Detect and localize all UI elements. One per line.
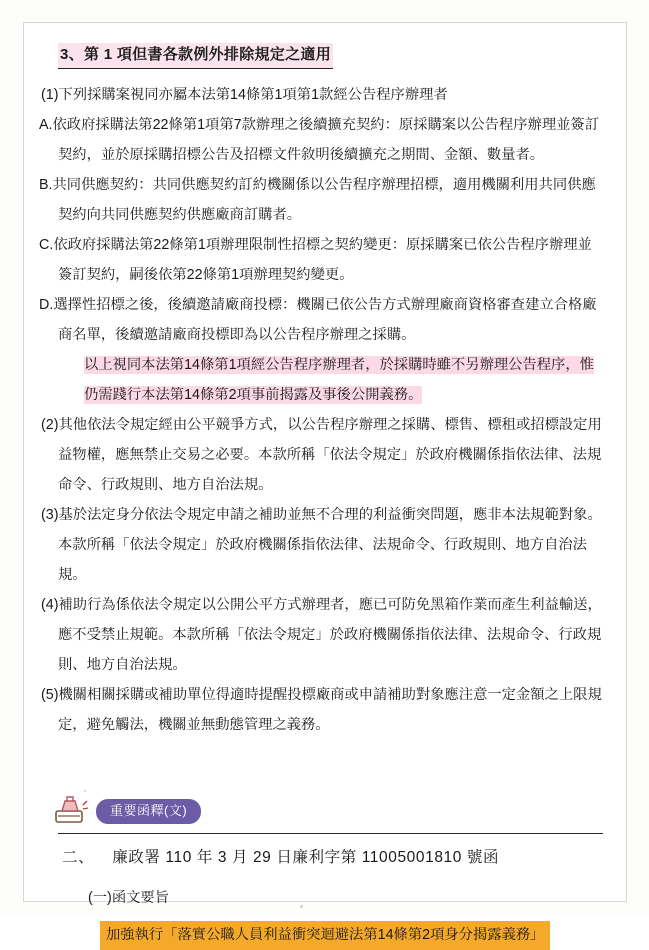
list-item-4-label: (4) (41, 597, 59, 613)
reference-title-text: 廉政署 110 年 3 月 29 日廉利字第 11005001810 號函 (112, 849, 500, 866)
list-item-2-text: 其他依法令規定經由公平競爭方式，以公告程序辦理之採購、標售、標租或招標設定用益物權，應無禁止交易之必要。本款所稱「依法令規定」於政府機關係指依法律、法規命令、行政規則、地方自治法規。 (58, 417, 602, 493)
list-item-3-text: 基於法定身分依法令規定申請之補助並無不合理的利益衝突問題，應非本法規範對象。本款所稱「依法令規定」於政府機關係指依法律、法規命令、行政規則、地方自治法規。 (58, 507, 602, 583)
list-item-c (39, 230, 603, 290)
list-item-1 (41, 80, 603, 110)
list-item-4 (41, 590, 603, 680)
banner-divider (58, 833, 603, 834)
reference-subheading: (一)函文要旨 (88, 890, 170, 906)
list-item-b (39, 170, 603, 230)
list-item-a-text: 依政府採購法第22條第1項第7款辦理之後續擴充契約：原採購案以公告程序辦理並簽訂契約，並於原採購招標公告及招標文件敘明後續擴充之期間、金額、數量者。 (52, 117, 600, 163)
list-item-c-label: C. (39, 237, 54, 253)
list-item-4-text: 補助行為係依法令規定以公開公平方式辦理者，應已可防免黑箱作業而產生利益輸送，應不受禁止規範。本款所稱「依法令規定」於政府機關係指依法律、法規命令、行政規則、地方自治法規。 (58, 597, 602, 673)
list-item-c-text: 依政府採購法第22條第1項辦理限制性招標之契約變更：原採購案已依公告程序辦理並簽訂契約，嗣後依第22條第1項辦理契約變更。 (53, 237, 592, 283)
list-item-d-label: D. (39, 297, 54, 313)
reference-title (62, 843, 603, 873)
list-item-2-label: (2) (41, 417, 59, 433)
list-item-3-label: (3) (41, 507, 59, 523)
scan-speck (300, 905, 303, 908)
list-item-d-text: 選擇性招標之後，後續邀請廠商投標：機關已依公告方式辦理廠商資格審查建立合格廠商名單，後續邀請廠商投標即為以公告程序辦理之採購。 (53, 297, 597, 343)
list-item-3 (41, 500, 603, 590)
list-item-a-label: A. (39, 117, 53, 133)
important-interpretation-banner (54, 796, 603, 830)
list-item-5 (41, 680, 603, 740)
highlighted-text-wrap (58, 913, 603, 950)
highlighted-note-pink (84, 350, 603, 410)
list-item-1-label: (1) (41, 87, 59, 103)
list-item-5-label: (5) (41, 687, 59, 703)
section-heading-wrap (58, 40, 603, 75)
stamp-icon (54, 796, 88, 826)
list-item-5-text: 機關相關採購或補助單位得適時提醒投標廠商或申請補助對象應注意一定金額之上限規定，避免觸法，機關並無動態管理之義務。 (58, 687, 602, 733)
section-heading: 3、第 1 項但書各款例外排除規定之適用 (58, 43, 333, 69)
list-item-2 (41, 410, 603, 500)
important-interpretation-label: 重要函釋(文) (96, 799, 201, 824)
scan-speck (84, 790, 86, 792)
list-item-b-text: 共同供應契約：共同供應契約訂約機關係以公告程序辦理招標，適用機關利用共同供應契約向共同供應契約供應廠商訂購者。 (52, 177, 596, 223)
list-item-1-text: 下列採購案視同亦屬本法第14條第1項第1款經公告程序辦理者 (58, 87, 448, 103)
highlighted-note-pink-text: 以上視同本法第14條第1項經公告程序辦理者，於採購時雖不另辦理公告程序，惟仍需踐行本法第14條第2項事前揭露及事後公開義務。 (84, 357, 594, 403)
highlighted-text-orange: 加強執行「落實公職人員利益衝突迴避法第14條第2項身分揭露義務」 (100, 921, 550, 950)
list-item-d (39, 290, 603, 350)
list-item-b-label: B. (39, 177, 53, 193)
list-item-a (39, 110, 603, 170)
reference-number: 二、 (62, 849, 95, 866)
document-content (39, 40, 603, 950)
